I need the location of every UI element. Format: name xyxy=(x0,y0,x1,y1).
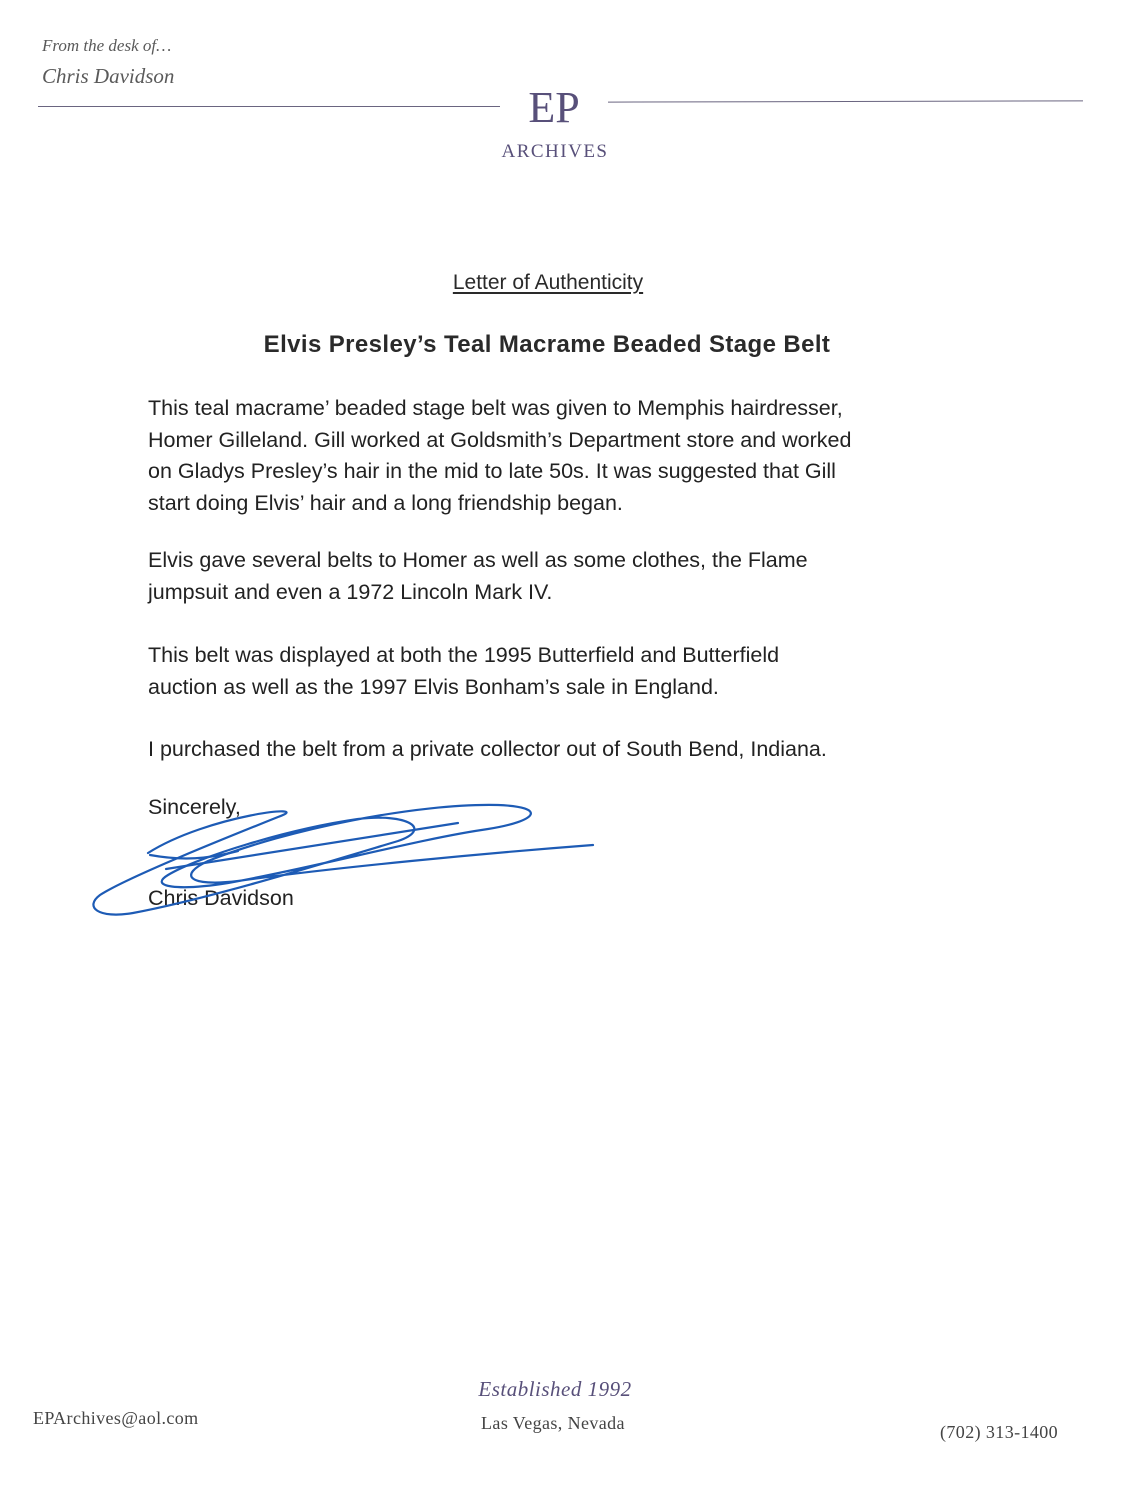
body-paragraph xyxy=(148,393,1008,519)
body-paragraph xyxy=(148,734,1008,766)
location: Las Vegas, Nevada xyxy=(481,1413,625,1433)
paragraph-line: on Gladys Presley’s hair in the mid to late 50s. It was suggested that Gill xyxy=(148,459,836,483)
paragraph-line: This teal macrame’ beaded stage belt was given to Memphis hairdresser, xyxy=(148,396,843,420)
paragraph-line: auction as well as the 1997 Elvis Bonham’s sale in England. xyxy=(148,674,719,699)
logo-initials: EP xyxy=(528,83,580,132)
paragraph-line: start doing Elvis’ hair and a long friendship began. xyxy=(148,490,623,515)
document-heading: Letter of Authenticity xyxy=(452,271,644,294)
closing: Sincerely, xyxy=(148,795,241,819)
logo-subtitle: ARCHIVES xyxy=(501,141,609,162)
paragraph-line: jumpsuit and even a 1972 Lincoln Mark IV. xyxy=(148,579,553,604)
paragraph-line: This belt was displayed at both the 1995 Butterfield and Butterfield xyxy=(148,643,780,667)
established-line: Established 1992 xyxy=(478,1377,632,1401)
header-rule-left xyxy=(38,106,500,107)
body-paragraph xyxy=(148,545,1008,608)
paragraph-line: I purchased the belt from a private collector out of South Bend, Indiana. xyxy=(148,737,827,761)
signer-name: Chris Davidson xyxy=(148,886,294,910)
desk-prefix: From the desk of… xyxy=(42,36,172,55)
contact-email: EPArchives@aol.com xyxy=(33,1408,199,1428)
header-rule-right xyxy=(608,100,1083,102)
handwritten-signature xyxy=(88,795,608,925)
desk-name: Chris Davidson xyxy=(42,64,175,88)
body-paragraph xyxy=(148,640,1008,703)
document-title: Elvis Presley’s Teal Macrame Beaded Stage Belt xyxy=(263,331,831,358)
paragraph-line: Elvis gave several belts to Homer as well as some clothes, the Flame xyxy=(148,548,808,572)
paragraph-line: Homer Gilleland. Gill worked at Goldsmith’s Department store and worked xyxy=(148,427,852,452)
contact-phone: (702) 313-1400 xyxy=(940,1422,1059,1442)
